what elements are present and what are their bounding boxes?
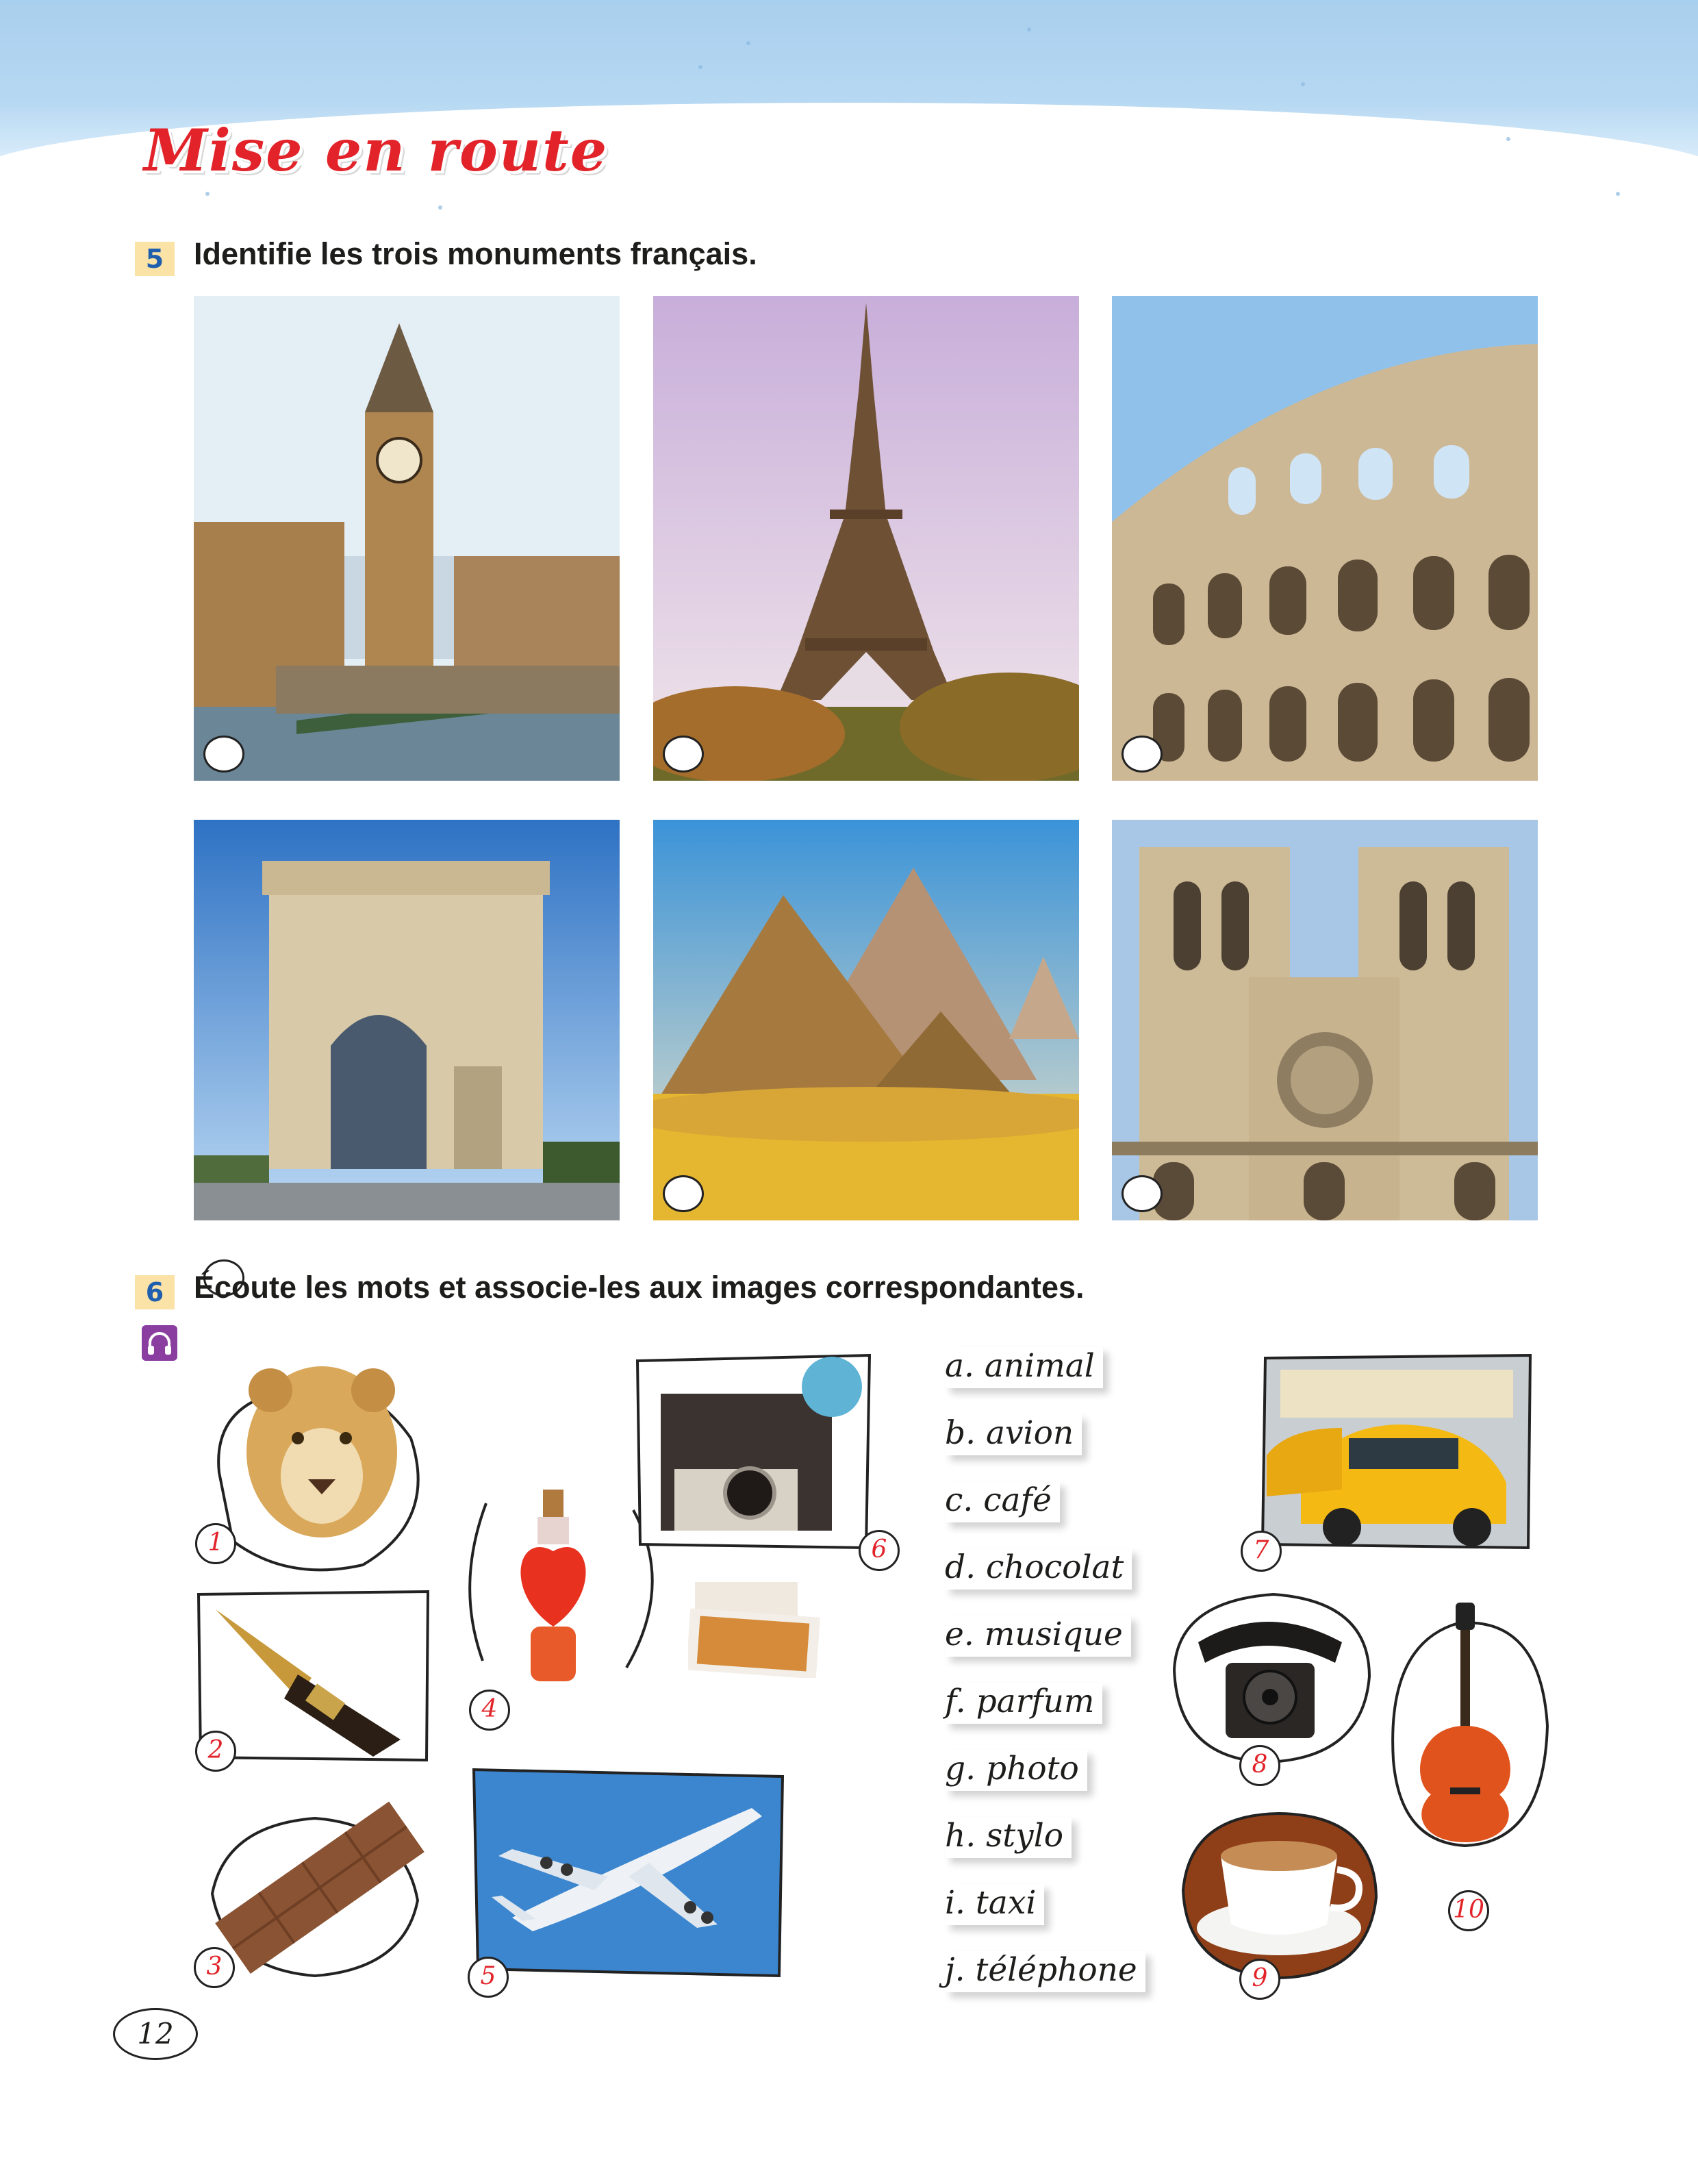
arc-de-triomphe-photo[interactable] [194,820,620,1305]
word-taxi: i. taxi [945,1884,1044,1925]
picture-number: 6 [859,1530,900,1571]
word-musique: e. musique [945,1616,1131,1657]
word-chocolat: d. chocolat [945,1548,1132,1590]
picture-number: 7 [1241,1531,1282,1572]
answer-circle[interactable] [1122,736,1163,773]
picture-number: 10 [1448,1890,1489,1931]
coffee-cup-picture[interactable] [1176,1808,1382,1982]
answer-circle[interactable] [663,1175,704,1212]
eiffel-tower-photo[interactable] [653,296,1079,781]
answer-circle[interactable] [203,736,244,773]
headphones-icon[interactable] [142,1325,177,1361]
guitar-picture[interactable] [1383,1603,1551,1879]
page-title: Mise en route [144,116,609,184]
word-photo: g. photo [945,1750,1087,1791]
chocolate-bar-picture[interactable] [199,1784,431,1985]
picture-number: 9 [1239,1959,1280,2000]
pyramids-photo[interactable] [653,820,1079,1220]
word-telephone: j. téléphone [945,1951,1145,1992]
airplane-picture[interactable] [471,1767,786,1982]
picture-number: 5 [468,1957,509,1998]
taxi-picture[interactable] [1260,1353,1534,1554]
exercise-5-number: 5 [135,242,175,276]
word-stylo: h. stylo [945,1817,1072,1858]
word-parfum: f. parfum [945,1683,1102,1724]
perfume-bottle-icon [520,1547,585,1627]
picture-number: 8 [1239,1745,1280,1786]
big-ben-photo[interactable] [194,296,620,781]
picture-number: 3 [194,1947,235,1988]
notre-dame-photo[interactable] [1112,820,1538,1220]
exercise-6-instruction: Écoute les mots et associe-les aux images correspondantes. [194,1270,1085,1305]
answer-circle[interactable] [1122,1175,1163,1212]
exercise-6-number: 6 [135,1275,175,1309]
sky-banner [0,0,1698,226]
camera-picture[interactable] [633,1353,873,1554]
colosseum-photo[interactable] [1112,296,1538,781]
word-avion: b. avion [945,1414,1082,1455]
answer-circle[interactable] [663,736,704,773]
page-number: 12 [113,2008,198,2060]
picture-number: 2 [195,1731,236,1772]
word-animal: a. animal [945,1347,1103,1388]
picture-number: 4 [469,1690,510,1731]
exercise-5-instruction: Identifie les trois monuments français. [194,236,757,271]
word-cafe: c. café [945,1481,1060,1522]
telephone-picture[interactable] [1164,1587,1376,1768]
picture-number: 1 [195,1523,236,1564]
lion-picture[interactable] [205,1363,431,1578]
photo-prints [688,1575,825,1681]
